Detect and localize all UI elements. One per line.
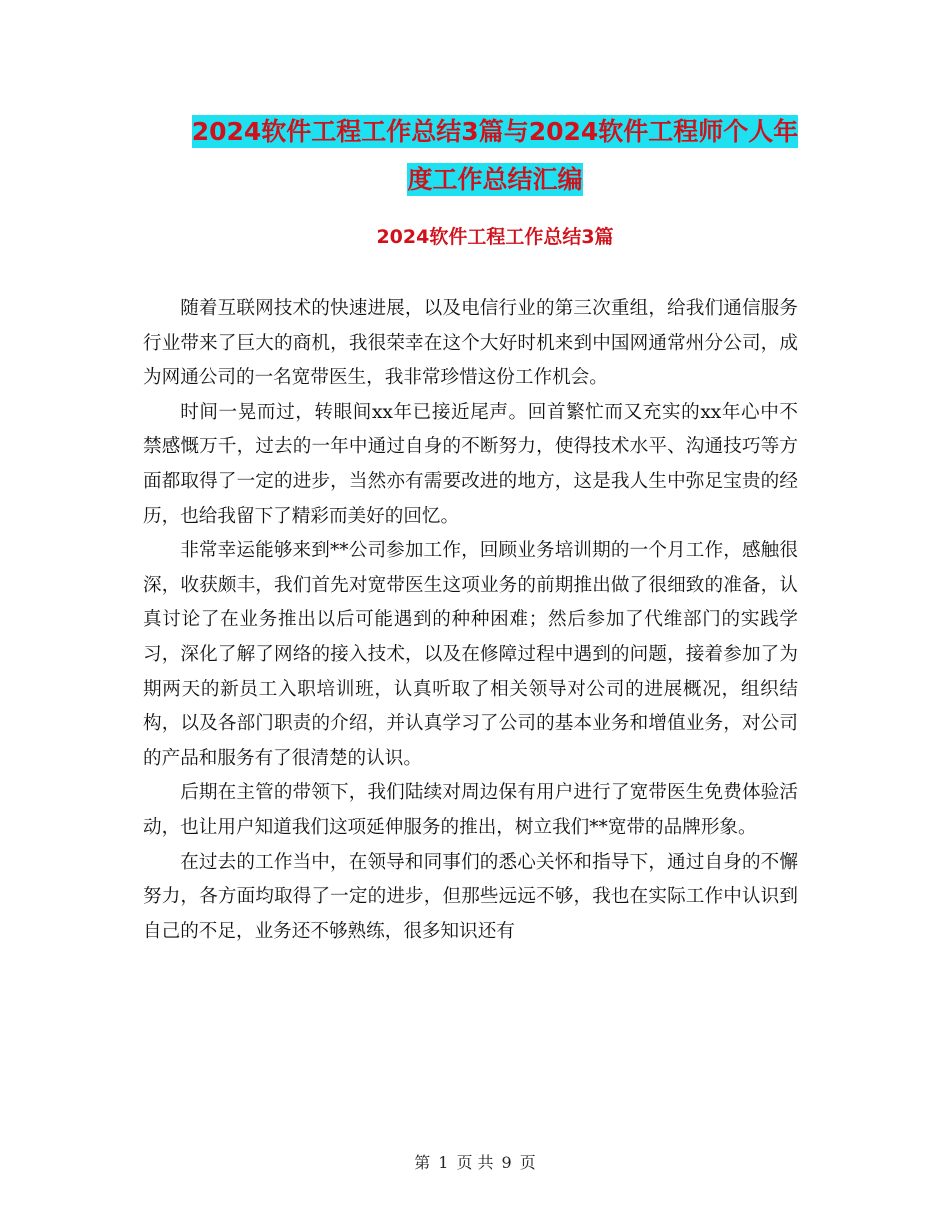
- page-number-total: 9: [501, 1153, 512, 1172]
- document-body: [143, 292, 798, 949]
- page-number-middle: 页 共: [456, 1153, 494, 1172]
- paragraph: 后期在主管的带领下，我们陆续对周边保有用户进行了宽带医生免费体验活动，也让用户知道我们这项延伸服务的推出，树立我们**宽带的品牌形象。: [143, 782, 798, 838]
- document-title: [130, 108, 860, 204]
- page-footer: [0, 1152, 950, 1174]
- page-number-prefix: 第: [414, 1153, 431, 1172]
- page-number-suffix: 页: [519, 1153, 536, 1172]
- paragraph: 随着互联网技术的快速进展，以及电信行业的第三次重组，给我们通信服务行业带来了巨大的商机，我很荣幸在这个大好时机来到中国网通常州分公司，成为网通公司的一名宽带医生，我非常珍惜这份工作机会。: [143, 298, 798, 389]
- paragraph: 非常幸运能够来到**公司参加工作，回顾业务培训期的一个月工作，感触很深，收获颇丰，我们首先对宽带医生这项业务的前期推出做了很细致的准备，认真讨论了在业务推出以后可能遇到的种种困难；然后参加了代维部门的实践学习，深化了解了网络的接入技术，以及在修障过程中遇到的问题，接着参加了为期两天的新员工入职培训班，认真听取了相关领导对公司的进展概况，组织结构，以及各部门职责的介绍，并认真学习了公司的基本业务和增值业务，对公司的产品和服务有了很清楚的认识。: [143, 540, 798, 769]
- paragraph: 在过去的工作当中，在领导和同事们的悉心关怀和指导下，通过自身的不懈努力，各方面均取得了一定的进步，但那些远远不够，我也在实际工作中认识到自己的不足，业务还不够熟练，很多知识还有: [143, 851, 798, 942]
- document-title-line-2: 度工作总结汇编: [407, 165, 583, 194]
- document-title-line-1: 2024软件工程工作总结3篇与2024软件工程师个人年: [191, 117, 799, 146]
- paragraph: 时间一晃而过，转眼间xx年已接近尾声。回首繁忙而又充实的xx年心中不禁感慨万千，过去的一年中通过自身的不断努力，使得技术水平、沟通技巧等方面都取得了一定的进步，当然亦有需要改进的地方，这是我人生中弥足宝贵的经历，也给我留下了精彩而美好的回忆。: [143, 401, 798, 527]
- section-title: 2024软件工程工作总结3篇: [376, 226, 614, 248]
- page-number-current: 1: [438, 1153, 449, 1172]
